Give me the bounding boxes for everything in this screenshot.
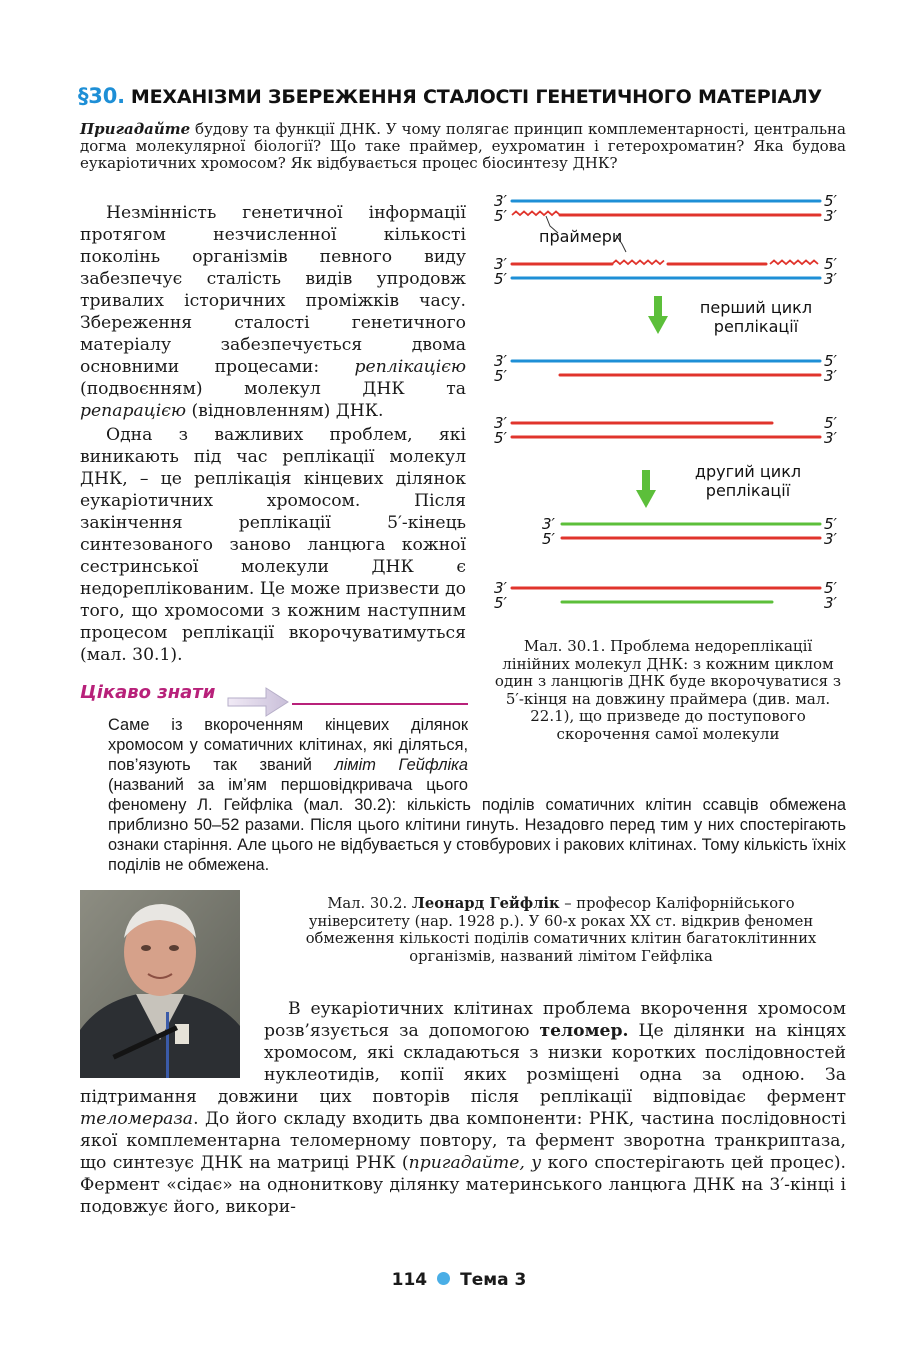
paragraph-2: Одна з важливих проблем, які виникають під час реплікації молекул ДНК, – це реплікація кінцевих ділянок еукаріотичних хромосом. Після закінчення реплікації 5′-кінець синтезованого заново ланцюга кожної сестринської молекули ДНК є недореплікованим. Це може призвести до того, що хромосоми з кожним наступним процесом реплікації вкорочуватимуться (мал. 30.1).	[80, 425, 466, 665]
p3-text-4: кого спостерігають цей процес). Фермент «сідає» на однониткову ділянку материнського ланцюга ДНК на 3′-кінці і подовжує його, викори-	[80, 1153, 846, 1217]
arrow-down-icon	[648, 296, 668, 334]
end-label: 3′	[824, 594, 837, 612]
end-label: 3′	[494, 414, 507, 432]
paragraph-3-block	[80, 998, 846, 1218]
p3-text-2: Це ділянки на кінцях хромосом, які складаються з низки коротких послідовностей нуклеотидів, копії яких розміщені одна за одною. За підтримання довжини цих повторів після реплікації відповідає фермент	[80, 1021, 847, 1107]
p1-text-2: (подвоєнням) молекул ДНК та	[80, 379, 466, 399]
section-number: §30.	[78, 84, 125, 108]
caption2-prefix: Мал. 30.2.	[327, 895, 412, 912]
end-label: 5′	[494, 594, 507, 612]
end-label: 5′	[494, 270, 507, 288]
end-label: 5′	[494, 429, 507, 447]
end-label: 3′	[824, 429, 837, 447]
p3-text-1: В еукаріотичних клітинах проблема вкорочення хромосом розв’язується за допомогою	[264, 999, 846, 1041]
strand-end-labels	[494, 192, 838, 612]
p1-text: Незмінність генетичної інформації протягом незчисленної кількості поколінь організмів певного виду забезпечує сталість видів упродовж тривалих історичних проміжків часу. Збереження сталості генетичного матеріалу забезпечується двома основними процесами:	[80, 203, 466, 377]
end-label: 3′	[494, 579, 507, 597]
photo-spacer	[80, 998, 264, 1086]
end-label: 5′	[824, 579, 837, 597]
p1-text-3: (відновленням) ДНК.	[186, 401, 384, 421]
page-footer	[0, 1270, 918, 1290]
page-number: 114	[391, 1270, 428, 1290]
cycle1-label-line2: реплікації	[713, 317, 799, 336]
bullet-dot-icon	[437, 1272, 450, 1285]
float-spacer	[468, 715, 846, 777]
interesting-part1: Саме із вкороченням кінцевих ділянок хромосом у соматичних клітинах, які діляться, пов’язують так званий	[108, 716, 468, 774]
end-label: 5′	[494, 207, 507, 225]
end-label: 3′	[494, 192, 507, 210]
figure-30-2-caption	[278, 895, 844, 965]
term-replication: реплікацією	[354, 357, 466, 377]
end-label: 3′	[494, 255, 507, 273]
arrow-down-icon	[636, 470, 656, 508]
end-label: 3′	[824, 530, 837, 548]
recall-block	[80, 121, 846, 172]
left-column	[80, 202, 466, 666]
interesting-divider	[292, 703, 468, 705]
primer-zigzag	[512, 212, 560, 216]
term-repair: репарацією	[80, 401, 186, 421]
interesting-part2: (названий за ім’ям першовідкривача цього феномену Л. Гейфліка (мал. 30.2): кількість поділів соматичних клітин ссавців обмежена приблизно 50–52 разами. Після цього клітини гинуть. Незадовго перед тим у них спостерігають ознаки старіння. Але цього не відбувається у стовбурових і ракових клітинах. Тому кількість їхніх поділів не обмежена.	[108, 776, 846, 874]
recall-lead: Пригадайте	[80, 120, 191, 138]
end-label: 5′	[824, 414, 837, 432]
end-label: 3′	[824, 207, 837, 225]
replication-diagram	[488, 188, 858, 618]
end-label: 5′	[824, 352, 837, 370]
recall-text: будову та функції ДНК. У чому полягає принцип комплементарності, центральна догма молекулярної біології? Що таке праймер, еухроматин і гетерохроматин? Яка будова еукаріотичних хромосом? Як відбувається процес біосинтезу ДНК?	[80, 120, 846, 172]
page-title	[78, 84, 878, 108]
caption2-text: – професор Каліфорнійського університету (нар. 1928 р.). У 60-х роках XX ст. відкрив феномен обмеження кількості поділів соматичних клітин багатоклітинних організмів, названий лімітом Гейфліка	[305, 895, 817, 965]
interesting-title: Цікаво знати	[80, 682, 216, 703]
cycle1-label-line1: перший цикл	[699, 298, 813, 317]
end-label: 5′	[494, 367, 507, 385]
primer-zigzag	[612, 261, 664, 265]
topic-label: Тема 3	[460, 1270, 527, 1290]
cycle2-label-line2: реплікації	[705, 481, 791, 500]
p3-text-3: . До його складу входить два компоненти: РНК, частина послідовності якої комплементарна теломерному повтору, та фермент зворотна транкриптаза, що синтезує ДНК на матриці РНК (	[80, 1109, 846, 1173]
end-label: 3′	[494, 352, 507, 370]
figure-30-1-caption: Мал. 30.1. Проблема недореплікації лінійних молекул ДНК: з кожним циклом один з ланцюгів ДНК буде вкорочуватися з 5′-кінця на довжину праймера (див. мал. 22.1), що призведе до поступового скорочення самої молекули	[494, 637, 842, 743]
end-label: 5′	[542, 530, 555, 548]
section-title: МЕХАНІЗМИ ЗБЕРЕЖЕННЯ СТАЛОСТІ ГЕНЕТИЧНОГО МАТЕРІАЛУ	[130, 86, 822, 108]
end-label: 3′	[824, 367, 837, 385]
end-label: 5′	[824, 255, 837, 273]
cycle2-label-line1: другий цикл	[694, 462, 802, 481]
term-telomerase: теломераза	[80, 1109, 194, 1129]
interesting-text	[108, 715, 846, 875]
paragraph-1	[80, 202, 466, 422]
dna-strands	[512, 201, 820, 602]
term-recall: пригадайте, у	[408, 1153, 542, 1173]
term-hayflick-limit: ліміт Гейфліка	[334, 756, 468, 774]
end-label: 5′	[824, 192, 837, 210]
end-label: 3′	[824, 270, 837, 288]
primer-zigzag	[770, 261, 818, 265]
term-telomeres: теломер.	[539, 1021, 629, 1041]
end-label: 5′	[824, 515, 837, 533]
caption2-name: Леонард Гейфлік	[411, 895, 560, 912]
primers-label: праймери	[539, 227, 623, 246]
end-label: 3′	[542, 515, 555, 533]
